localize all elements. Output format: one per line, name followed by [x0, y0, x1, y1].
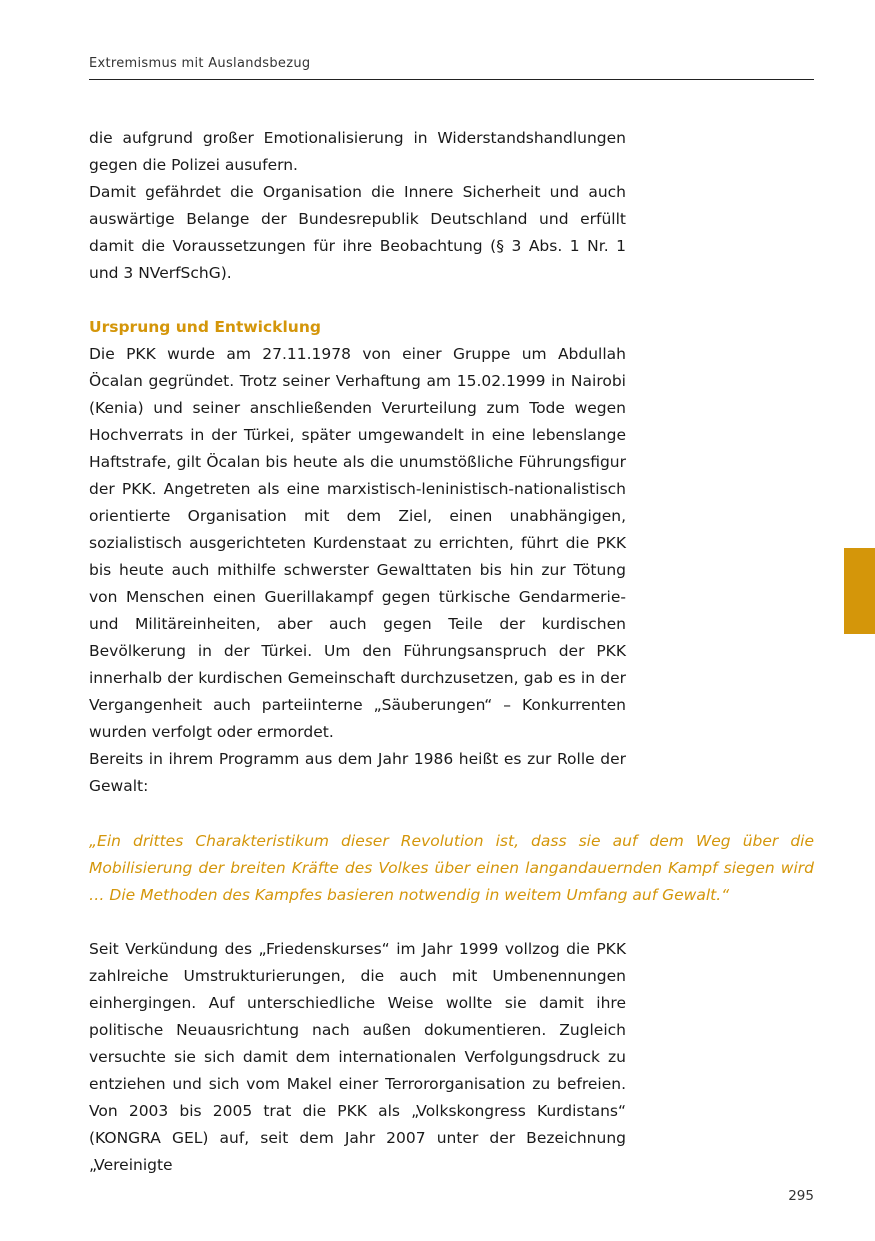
section-paragraph-1: Die PKK wurde am 27.11.1978 von einer Gruppe um Abdullah Öcalan gegründet. Trotz seiner Verhaftung am 15.02.1999 in Nairobi (Kenia) und seiner anschließenden Verurteilung zum Tode wegen Hochverrats in der Türkei, später umgewandelt in eine lebenslange Haftstrafe, gilt Öcalan bis heute als die unumstößliche Führungsfigur der PKK. Angetreten als eine marxistisch-leninistisch-nationalistisch orientierte Organisation mit dem Ziel, einen unabhängigen, sozialistisch ausgerichteten Kurdenstaat zu errichten, führt die PKK bis heute auch mithilfe schwerster Gewalttaten bis hin zur Tötung von Menschen einen Guerillakampf gegen türkische Gendarmerie- und Militäreinheiten, aber auch gegen Teile der kurdischen Bevölkerung in der Türkei. Um den Führungsanspruch der PKK innerhalb der kurdischen Gemeinschaft durchzusetzen, gab es in der Vergangenheit auch parteiinterne „Säuberungen“ – Konkurrenten wurden verfolgt oder ermordet.	[89, 345, 626, 741]
intro-paragraph-2: Damit gefährdet die Organisation die Innere Sicherheit und auch auswärtige Belange der Bundesrepublik Deutschland und erfüllt damit die Voraussetzungen für ihre Beobachtung (§ 3 Abs. 1 Nr. 1 und 3 NVerfSchG).	[89, 183, 626, 282]
section-paragraph-2: Bereits in ihrem Programm aus dem Jahr 1986 heißt es zur Rolle der Gewalt:	[89, 750, 626, 795]
chapter-thumb-tab	[844, 548, 875, 634]
program-quote: „Ein drittes Charakteristikum dieser Revolution ist, dass sie auf dem Weg über die Mobilisierung der breiten Kräfte des Volkes über einen langandauernden Kampf siegen wird … Die Methoden des Kampfes basieren notwendig in weitem Umfang auf Gewalt.“	[89, 832, 814, 904]
header-rule	[89, 79, 814, 80]
intro-block	[89, 125, 626, 287]
intro-paragraph-1: die aufgrund großer Emotionalisierung in Widerstandshandlungen gegen die Polizei ausufern.	[89, 129, 626, 174]
closing-paragraph: Seit Verkündung des „Friedenskurses“ im Jahr 1999 vollzog die PKK zahlreiche Umstrukturierungen, die auch mit Umbenennungen einhergingen. Auf unterschiedliche Weise wollte sie damit ihre politische Neuausrichtung nach außen dokumentieren. Zugleich versuchte sie sich damit dem internationalen Verfolgungsdruck zu entziehen und sich vom Makel einer Terrororganisation zu befreien. Von 2003 bis 2005 trat die PKK als „Volkskongress Kurdistans“ (KONGRA GEL) auf, seit dem Jahr 2007 unter der Bezeichnung „Vereinigte	[89, 940, 626, 1174]
page-number: 295	[788, 1188, 814, 1204]
section-block	[89, 314, 626, 800]
section-heading: Ursprung und Entwicklung	[89, 318, 321, 336]
running-title: Extremismus mit Auslandsbezug	[89, 56, 311, 71]
closing-block	[89, 936, 626, 1179]
